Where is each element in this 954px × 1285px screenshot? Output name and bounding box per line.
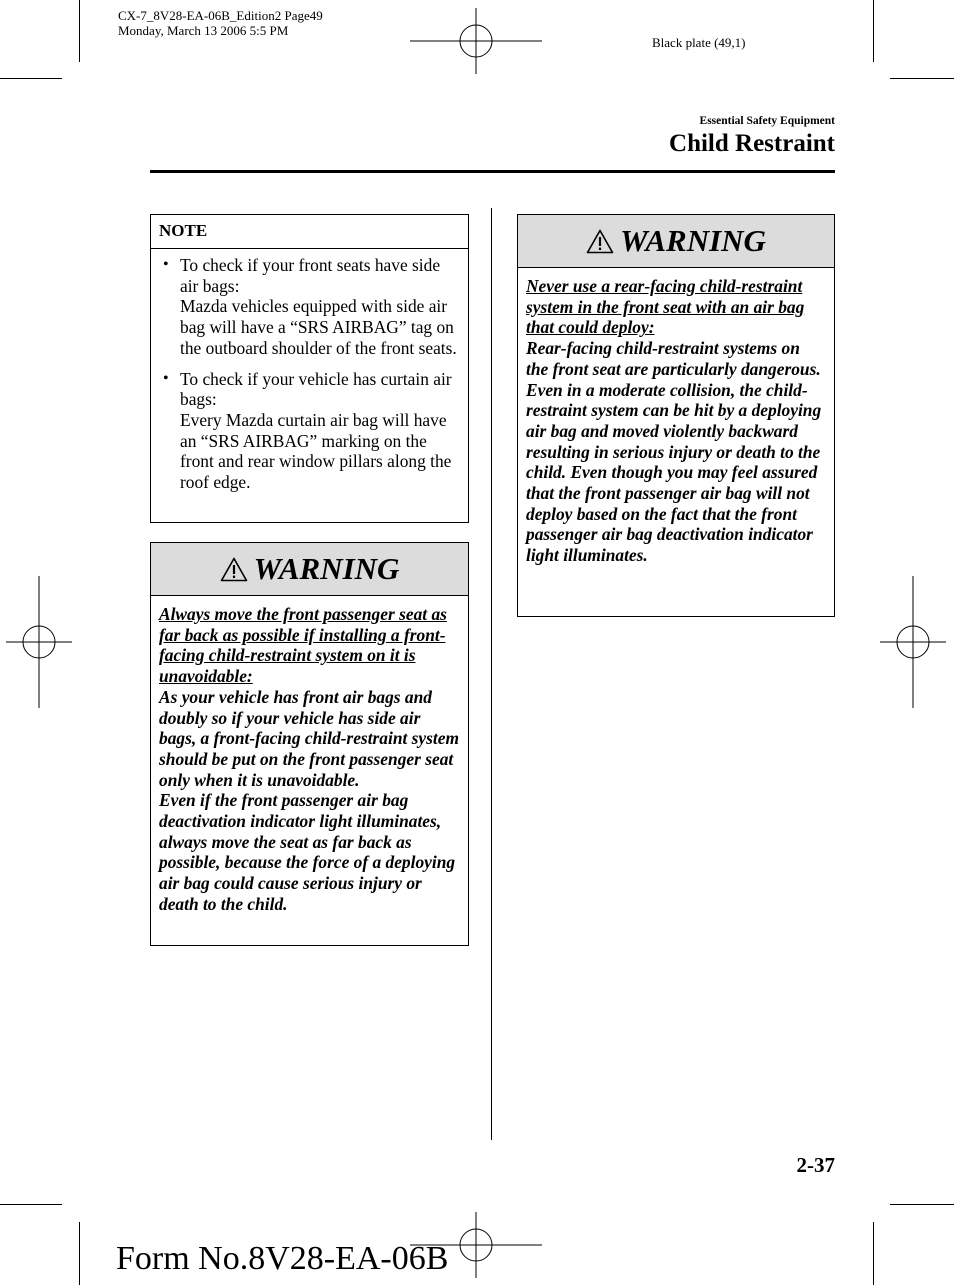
warning-paragraph: As your vehicle has front air bags and doubly so if your vehicle has side air bags, a front-facing child-restraint system should be put on the front passenger seat only when it is unavoidable. <box>159 686 459 790</box>
header-rule <box>150 170 835 173</box>
note-body <box>151 249 468 493</box>
warning-paragraph: Rear-facing child-restraint systems on the front seat are particularly dangerous. <box>526 338 821 379</box>
warning-triangle-icon <box>586 229 614 254</box>
warning-header <box>518 215 834 268</box>
warning-box-right <box>517 214 835 617</box>
crop-mark <box>79 0 80 62</box>
section-label: Essential Safety Equipment <box>699 115 835 127</box>
warning-triangle-icon <box>220 557 248 582</box>
warning-paragraph: Even in a moderate collision, the child-restraint system can be hit by a deploying air bag and moved violently backward resulting in serious injury or death to the child. Even though you may feel assured that the front passenger air bag will not deploy based on the fact that the front passenger air bag deactivation indicator light illuminates. <box>526 379 822 566</box>
column-divider <box>491 208 492 1140</box>
crop-mark <box>873 1222 874 1285</box>
plate-label: Black plate (49,1) <box>652 35 746 50</box>
registration-target-icon <box>410 8 542 74</box>
note-item-title: • To check if your front seats have side air bags: <box>180 255 441 296</box>
warning-paragraph: Even if the front passenger air bag deactivation indicator light illuminates, always move the seat as far back as possible, because the force of a deploying air bag could cause serious injury or death to the child. <box>159 790 456 914</box>
print-file-info <box>118 8 323 38</box>
warning-text <box>151 596 468 915</box>
crop-mark <box>79 1222 80 1285</box>
print-date-line: Monday, March 13 2006 5:5 PM <box>118 23 289 38</box>
warning-title: WARNING <box>253 551 400 586</box>
print-file-line: CX-7_8V28-EA-06B_Edition2 Page49 <box>118 8 323 23</box>
crop-mark <box>0 1204 62 1205</box>
warning-lead: Always move the front passenger seat as far back as possible if installing a front-facing child-restraint system on it is unavoidable: <box>159 604 447 687</box>
crop-mark <box>873 0 874 62</box>
note-item-text: Mazda vehicles equipped with side air bag will have a “SRS AIRBAG” tag on the outboard shoulder of the front seats. <box>180 296 457 358</box>
note-item-title: • To check if your vehicle has curtain air bags: <box>180 368 452 410</box>
warning-lead: Never use a rear-facing child-restraint system in the front seat with an air bag that could deploy: <box>526 276 805 338</box>
registration-target-icon <box>880 576 946 708</box>
note-item <box>159 255 460 359</box>
warning-header <box>151 543 468 596</box>
crop-mark <box>0 78 62 79</box>
crop-mark <box>890 1204 954 1205</box>
note-box <box>150 214 469 523</box>
note-item-text: Every Mazda curtain air bag will have an “SRS AIRBAG” marking on the front and rear window pillars along the roof edge. <box>180 409 452 493</box>
note-heading: NOTE <box>151 215 468 249</box>
warning-text <box>518 268 834 566</box>
form-number: Form No.8V28-EA-06B <box>116 1240 449 1277</box>
page-title: Child Restraint <box>669 130 835 157</box>
warning-title: WARNING <box>620 223 766 258</box>
note-item <box>159 369 460 493</box>
crop-mark <box>890 78 954 79</box>
registration-target-icon <box>6 576 72 708</box>
warning-box-left <box>150 542 469 946</box>
page-number: 2-37 <box>796 1153 835 1177</box>
